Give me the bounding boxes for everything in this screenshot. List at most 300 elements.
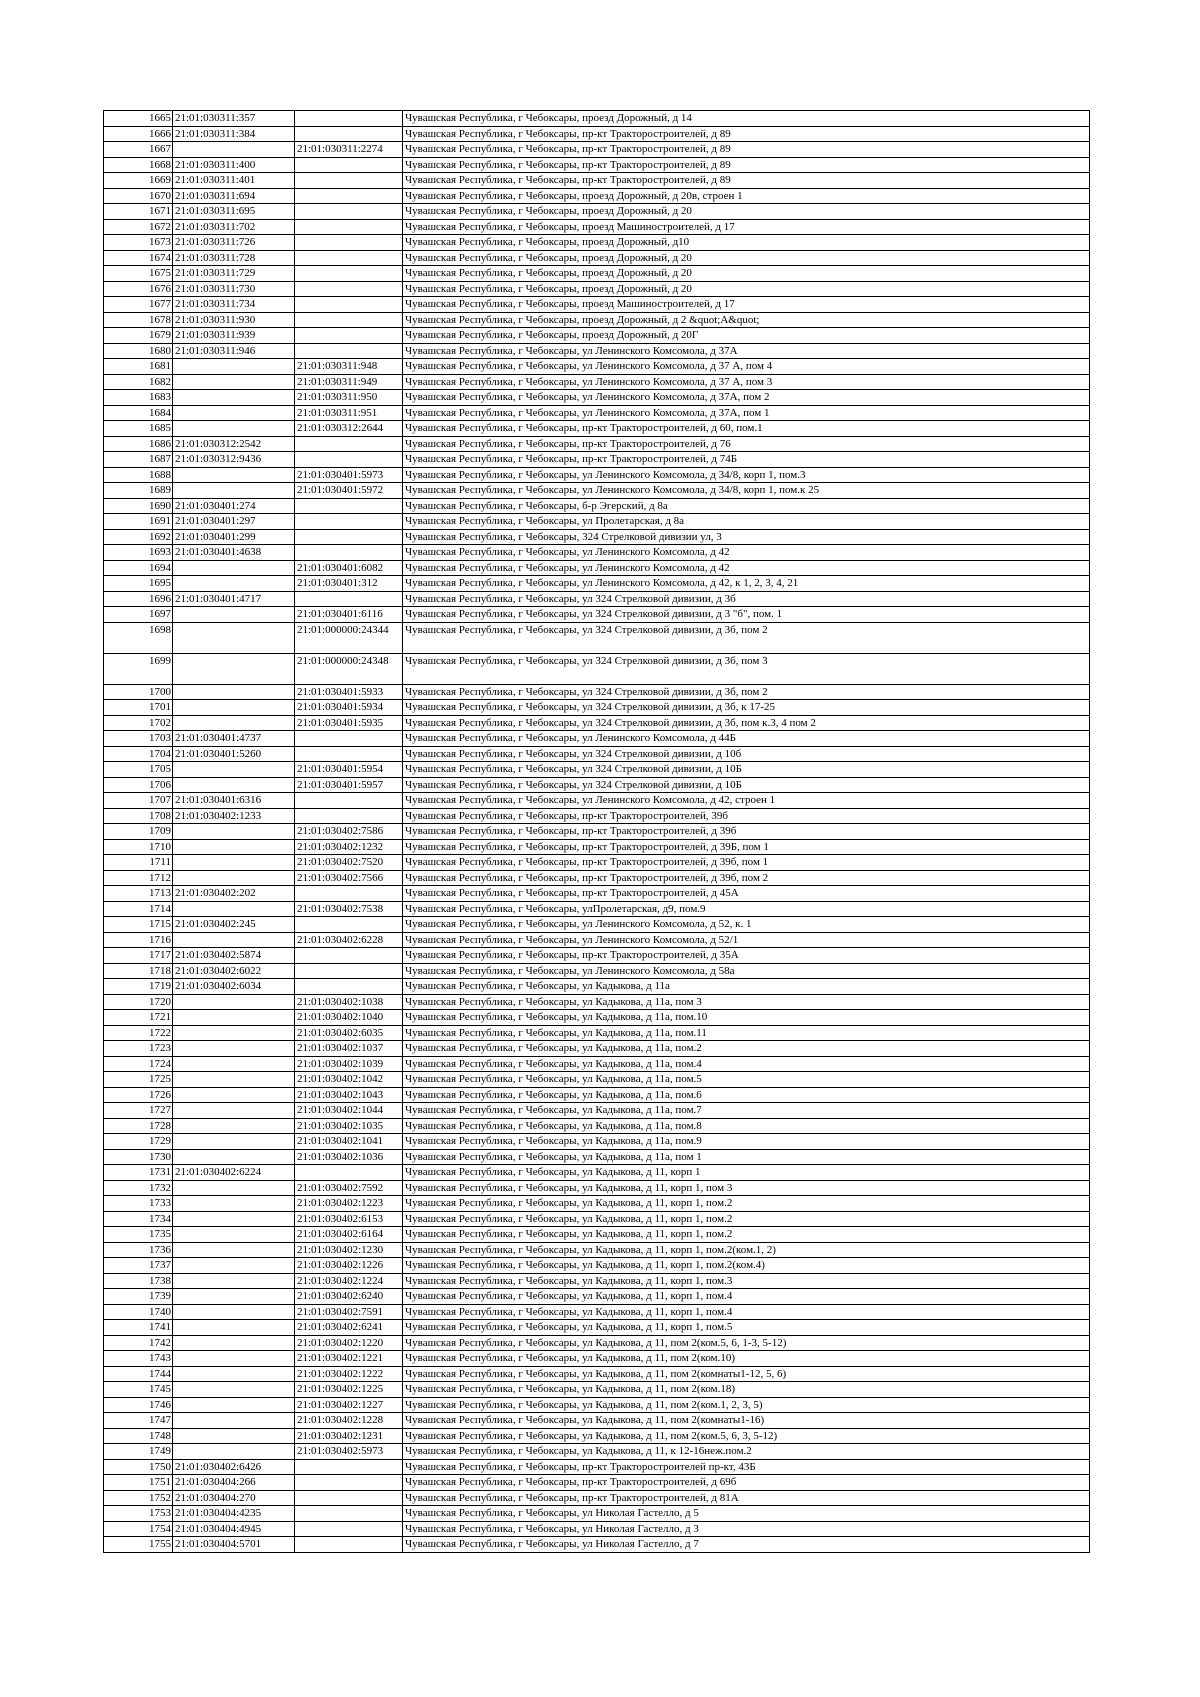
table-row: [104, 1103, 1090, 1119]
address-cell: Чувашская Республика, г Чебоксары, ул 324 Стрелковой дивизии, д 3 "б", пом. 1: [403, 607, 1090, 623]
table-row: [104, 111, 1090, 127]
row-number-cell: 1682: [104, 374, 173, 390]
row-number-cell: 1723: [104, 1041, 173, 1057]
row-number-cell: 1665: [104, 111, 173, 127]
linked-cadastral-number-cell: [295, 731, 403, 747]
address-cell: Чувашская Республика, г Чебоксары, ул Ленинского Комсомола, д 37А, пом 1: [403, 405, 1090, 421]
cadastral-number-cell: 21:01:030402:6426: [173, 1459, 295, 1475]
row-number-cell: 1744: [104, 1366, 173, 1382]
address-cell: Чувашская Республика, г Чебоксары, пр-кт Тракторостроителей, д 81А: [403, 1490, 1090, 1506]
address-cell: Чувашская Республика, г Чебоксары, ул Кадыкова, д 11а, пом.7: [403, 1103, 1090, 1119]
cadastral-number-cell: [173, 1056, 295, 1072]
table-row: [104, 126, 1090, 142]
row-number-cell: 1730: [104, 1149, 173, 1165]
linked-cadastral-number-cell: [295, 948, 403, 964]
cadastral-number-cell: [173, 1072, 295, 1088]
row-number-cell: 1714: [104, 901, 173, 917]
cadastral-number-cell: 21:01:030311:384: [173, 126, 295, 142]
linked-cadastral-number-cell: [295, 328, 403, 344]
row-number-cell: 1742: [104, 1335, 173, 1351]
cadastral-number-cell: 21:01:030401:297: [173, 514, 295, 530]
table-row: [104, 359, 1090, 375]
cadastral-number-cell: [173, 1273, 295, 1289]
table-row: [104, 343, 1090, 359]
address-cell: Чувашская Республика, г Чебоксары, пр-кт Тракторостроителей, д 89: [403, 157, 1090, 173]
address-cell: Чувашская Республика, г Чебоксары, ул Кадыкова, д 11а: [403, 979, 1090, 995]
row-number-cell: 1702: [104, 715, 173, 731]
address-cell: Чувашская Республика, г Чебоксары, пр-кт Тракторостроителей, д 76: [403, 436, 1090, 452]
linked-cadastral-number-cell: 21:01:030401:6082: [295, 560, 403, 576]
row-number-cell: 1691: [104, 514, 173, 530]
cadastral-number-cell: 21:01:030312:9436: [173, 452, 295, 468]
table-row: [104, 1025, 1090, 1041]
cadastral-number-cell: [173, 421, 295, 437]
cadastral-number-cell: [173, 483, 295, 499]
linked-cadastral-number-cell: 21:01:030312:2644: [295, 421, 403, 437]
cadastral-number-cell: [173, 1025, 295, 1041]
linked-cadastral-number-cell: [295, 808, 403, 824]
cadastral-number-cell: [173, 1289, 295, 1305]
address-cell: Чувашская Республика, г Чебоксары, проезд Дорожный, д10: [403, 235, 1090, 251]
cadastral-number-cell: [173, 1211, 295, 1227]
linked-cadastral-number-cell: 21:01:030402:1035: [295, 1118, 403, 1134]
table-row: [104, 1056, 1090, 1072]
table-row: [104, 963, 1090, 979]
linked-cadastral-number-cell: 21:01:030402:1038: [295, 994, 403, 1010]
linked-cadastral-number-cell: [295, 126, 403, 142]
row-number-cell: 1748: [104, 1428, 173, 1444]
cadastral-number-cell: [173, 839, 295, 855]
cadastral-number-cell: [173, 1196, 295, 1212]
row-number-cell: 1731: [104, 1165, 173, 1181]
cadastral-number-cell: [173, 1227, 295, 1243]
address-cell: Чувашская Республика, г Чебоксары, ул Кадыкова, д 11, корп 1, пом.4: [403, 1289, 1090, 1305]
row-number-cell: 1712: [104, 870, 173, 886]
row-number-cell: 1686: [104, 436, 173, 452]
row-number-cell: 1709: [104, 824, 173, 840]
row-number-cell: 1720: [104, 994, 173, 1010]
cadastral-number-cell: 21:01:030401:4717: [173, 591, 295, 607]
row-number-cell: 1699: [104, 653, 173, 684]
table-row: [104, 1118, 1090, 1134]
address-cell: Чувашская Республика, г Чебоксары, ул Кадыкова, д 11а, пом.8: [403, 1118, 1090, 1134]
row-number-cell: 1667: [104, 142, 173, 158]
cadastral-number-cell: [173, 1149, 295, 1165]
table-row: [104, 452, 1090, 468]
address-cell: Чувашская Республика, г Чебоксары, пр-кт Тракторостроителей, д 39б, пом 1: [403, 855, 1090, 871]
address-cell: Чувашская Республика, г Чебоксары, проезд Дорожный, д 20: [403, 204, 1090, 220]
table-row: [104, 1459, 1090, 1475]
address-cell: Чувашская Республика, г Чебоксары, ул Кадыкова, д 11, пом 2(комнаты1-16): [403, 1413, 1090, 1429]
cadastral-number-cell: [173, 1118, 295, 1134]
address-cell: Чувашская Республика, г Чебоксары, ул Кадыкова, д 11, пом 2(ком.5, 6, 3, 5-12): [403, 1428, 1090, 1444]
row-number-cell: 1678: [104, 312, 173, 328]
cadastral-number-cell: [173, 901, 295, 917]
address-cell: Чувашская Республика, г Чебоксары, пр-кт Тракторостроителей, д 39б, пом 2: [403, 870, 1090, 886]
table-row: [104, 1366, 1090, 1382]
cadastral-number-cell: [173, 824, 295, 840]
cadastral-number-cell: [173, 1397, 295, 1413]
address-cell: Чувашская Республика, г Чебоксары, пр-кт Тракторостроителей, д 35А: [403, 948, 1090, 964]
cadastral-number-cell: 21:01:030402:202: [173, 886, 295, 902]
table-row: [104, 1072, 1090, 1088]
linked-cadastral-number-cell: 21:01:030402:7520: [295, 855, 403, 871]
table-row: [104, 1444, 1090, 1460]
table-row: [104, 560, 1090, 576]
linked-cadastral-number-cell: 21:01:030402:1224: [295, 1273, 403, 1289]
linked-cadastral-number-cell: [295, 1506, 403, 1522]
linked-cadastral-number-cell: [295, 746, 403, 762]
cadastral-number-cell: [173, 932, 295, 948]
cadastral-number-cell: [173, 715, 295, 731]
linked-cadastral-number-cell: [295, 452, 403, 468]
cadastral-number-cell: [173, 700, 295, 716]
row-number-cell: 1687: [104, 452, 173, 468]
row-number-cell: 1753: [104, 1506, 173, 1522]
cadastral-number-cell: 21:01:030402:1233: [173, 808, 295, 824]
table-row: [104, 1258, 1090, 1274]
linked-cadastral-number-cell: 21:01:030402:1227: [295, 1397, 403, 1413]
address-cell: Чувашская Республика, г Чебоксары, проезд Машиностроителей, д 17: [403, 219, 1090, 235]
linked-cadastral-number-cell: 21:01:030402:6164: [295, 1227, 403, 1243]
linked-cadastral-number-cell: [295, 157, 403, 173]
linked-cadastral-number-cell: 21:01:030402:1230: [295, 1242, 403, 1258]
row-number-cell: 1676: [104, 281, 173, 297]
linked-cadastral-number-cell: 21:01:030311:949: [295, 374, 403, 390]
cadastral-number-cell: 21:01:030311:728: [173, 250, 295, 266]
table-row: [104, 746, 1090, 762]
table-row: [104, 312, 1090, 328]
table-row: [104, 1428, 1090, 1444]
linked-cadastral-number-cell: [295, 1475, 403, 1491]
table-row: [104, 901, 1090, 917]
table-row: [104, 436, 1090, 452]
table-row: [104, 1490, 1090, 1506]
table-row: [104, 266, 1090, 282]
table-row: [104, 421, 1090, 437]
cadastral-number-cell: [173, 1351, 295, 1367]
address-cell: Чувашская Республика, г Чебоксары, ул 324 Стрелковой дивизии, д 10Б: [403, 777, 1090, 793]
address-cell: Чувашская Республика, г Чебоксары, пр-кт Тракторостроителей, д 39б: [403, 824, 1090, 840]
address-cell: Чувашская Республика, г Чебоксары, ул Ленинского Комсомола, д 42, к 1, 2, 3, 4, 21: [403, 576, 1090, 592]
cadastral-number-cell: 21:01:030311:946: [173, 343, 295, 359]
table-row: [104, 591, 1090, 607]
table-row: [104, 281, 1090, 297]
cadastral-number-cell: 21:01:030404:266: [173, 1475, 295, 1491]
linked-cadastral-number-cell: [295, 793, 403, 809]
cadastral-number-cell: 21:01:030401:6316: [173, 793, 295, 809]
cadastral-number-cell: 21:01:030402:6224: [173, 1165, 295, 1181]
address-cell: Чувашская Республика, г Чебоксары, проезд Дорожный, д 20в, строен 1: [403, 188, 1090, 204]
table-row: [104, 297, 1090, 313]
address-cell: Чувашская Республика, г Чебоксары, 324 Стрелковой дивизии ул, 3: [403, 529, 1090, 545]
linked-cadastral-number-cell: [295, 498, 403, 514]
linked-cadastral-number-cell: 21:01:030311:2274: [295, 142, 403, 158]
row-number-cell: 1737: [104, 1258, 173, 1274]
address-cell: Чувашская Республика, г Чебоксары, ул Ленинского Комсомола, д 58а: [403, 963, 1090, 979]
address-cell: Чувашская Республика, г Чебоксары, ул 324 Стрелковой дивизии, д 10б: [403, 746, 1090, 762]
address-cell: Чувашская Республика, г Чебоксары, ул Кадыкова, д 11а, пом.6: [403, 1087, 1090, 1103]
address-cell: Чувашская Республика, г Чебоксары, ул Кадыкова, д 11, пом 2(ком.18): [403, 1382, 1090, 1398]
cadastral-number-cell: 21:01:030401:5260: [173, 746, 295, 762]
address-cell: Чувашская Республика, г Чебоксары, ул Ленинского Комсомола, д 42, строен 1: [403, 793, 1090, 809]
address-cell: Чувашская Республика, г Чебоксары, ул Кадыкова, д 11а, пом.10: [403, 1010, 1090, 1026]
address-cell: Чувашская Республика, г Чебоксары, ул Кадыкова, д 11а, пом.4: [403, 1056, 1090, 1072]
cadastral-number-cell: [173, 467, 295, 483]
row-number-cell: 1680: [104, 343, 173, 359]
cadastral-number-cell: 21:01:030402:6034: [173, 979, 295, 995]
address-cell: Чувашская Республика, г Чебоксары, ул Николая Гастелло, д 3: [403, 1521, 1090, 1537]
linked-cadastral-number-cell: [295, 436, 403, 452]
address-cell: Чувашская Республика, г Чебоксары, ул Кадыкова, д 11, пом 2(ком.10): [403, 1351, 1090, 1367]
table-row: [104, 514, 1090, 530]
linked-cadastral-number-cell: 21:01:030402:1040: [295, 1010, 403, 1026]
linked-cadastral-number-cell: 21:01:030402:7586: [295, 824, 403, 840]
cadastral-number-cell: [173, 1242, 295, 1258]
row-number-cell: 1746: [104, 1397, 173, 1413]
row-number-cell: 1750: [104, 1459, 173, 1475]
row-number-cell: 1716: [104, 932, 173, 948]
address-cell: Чувашская Республика, г Чебоксары, ул Кадыкова, д 11а, пом 1: [403, 1149, 1090, 1165]
linked-cadastral-number-cell: 21:01:030402:6240: [295, 1289, 403, 1305]
row-number-cell: 1751: [104, 1475, 173, 1491]
cadastral-number-cell: 21:01:030402:6022: [173, 963, 295, 979]
table-row: [104, 653, 1090, 684]
cadastral-number-cell: [173, 1366, 295, 1382]
table-row: [104, 173, 1090, 189]
row-number-cell: 1722: [104, 1025, 173, 1041]
table-row: [104, 715, 1090, 731]
linked-cadastral-number-cell: [295, 917, 403, 933]
cadastral-number-cell: 21:01:030311:729: [173, 266, 295, 282]
linked-cadastral-number-cell: [295, 235, 403, 251]
address-cell: Чувашская Республика, г Чебоксары, проезд Дорожный, д 20: [403, 250, 1090, 266]
address-cell: Чувашская Республика, г Чебоксары, ул Ленинского Комсомола, д 34/8, корп 1, пом.3: [403, 467, 1090, 483]
row-number-cell: 1718: [104, 963, 173, 979]
address-cell: Чувашская Республика, г Чебоксары, ул Николая Гастелло, д 5: [403, 1506, 1090, 1522]
table-row: [104, 576, 1090, 592]
table-row: [104, 1196, 1090, 1212]
row-number-cell: 1741: [104, 1320, 173, 1336]
linked-cadastral-number-cell: [295, 1521, 403, 1537]
linked-cadastral-number-cell: [295, 204, 403, 220]
row-number-cell: 1705: [104, 762, 173, 778]
table-row: [104, 328, 1090, 344]
table-row: [104, 1165, 1090, 1181]
linked-cadastral-number-cell: 21:01:030402:1225: [295, 1382, 403, 1398]
table-row: [104, 1180, 1090, 1196]
row-number-cell: 1727: [104, 1103, 173, 1119]
row-number-cell: 1706: [104, 777, 173, 793]
table-row: [104, 1289, 1090, 1305]
row-number-cell: 1679: [104, 328, 173, 344]
address-cell: Чувашская Республика, г Чебоксары, ул Ленинского Комсомола, д 44Б: [403, 731, 1090, 747]
address-cell: Чувашская Республика, г Чебоксары, ул Кадыкова, д 11а, пом.2: [403, 1041, 1090, 1057]
address-cell: Чувашская Республика, г Чебоксары, пр-кт Тракторостроителей, д 45А: [403, 886, 1090, 902]
cadastral-number-cell: [173, 855, 295, 871]
row-number-cell: 1754: [104, 1521, 173, 1537]
table-row: [104, 498, 1090, 514]
address-cell: Чувашская Республика, г Чебоксары, ул Ленинского Комсомола, д 52, к. 1: [403, 917, 1090, 933]
row-number-cell: 1749: [104, 1444, 173, 1460]
table-row: [104, 390, 1090, 406]
linked-cadastral-number-cell: 21:01:030402:1231: [295, 1428, 403, 1444]
cadastral-number-cell: [173, 653, 295, 684]
table-row: [104, 1134, 1090, 1150]
cadastral-number-cell: 21:01:030312:2542: [173, 436, 295, 452]
cadastral-number-cell: 21:01:030311:694: [173, 188, 295, 204]
linked-cadastral-number-cell: 21:01:030402:1042: [295, 1072, 403, 1088]
address-cell: Чувашская Республика, г Чебоксары, проезд Дорожный, д 20Г: [403, 328, 1090, 344]
address-cell: Чувашская Республика, г Чебоксары, ул Кадыкова, д 11, пом 2(комнаты1-12, 5, 6): [403, 1366, 1090, 1382]
address-cell: Чувашская Республика, г Чебоксары, пр-кт Тракторостроителей, д 69б: [403, 1475, 1090, 1491]
table-row: [104, 1397, 1090, 1413]
row-number-cell: 1735: [104, 1227, 173, 1243]
row-number-cell: 1707: [104, 793, 173, 809]
table-row: [104, 1475, 1090, 1491]
row-number-cell: 1740: [104, 1304, 173, 1320]
cadastral-number-cell: 21:01:030311:357: [173, 111, 295, 127]
row-number-cell: 1692: [104, 529, 173, 545]
table-row: [104, 1382, 1090, 1398]
row-number-cell: 1729: [104, 1134, 173, 1150]
cadastral-number-cell: [173, 1335, 295, 1351]
cadastral-number-cell: 21:01:030404:4235: [173, 1506, 295, 1522]
table-row: [104, 839, 1090, 855]
linked-cadastral-number-cell: 21:01:030401:5935: [295, 715, 403, 731]
linked-cadastral-number-cell: [295, 591, 403, 607]
linked-cadastral-number-cell: 21:01:030402:7566: [295, 870, 403, 886]
cadastral-number-cell: [173, 1087, 295, 1103]
table-row: [104, 235, 1090, 251]
table-row: [104, 1351, 1090, 1367]
cadastral-number-cell: 21:01:030311:730: [173, 281, 295, 297]
linked-cadastral-number-cell: 21:01:030402:1222: [295, 1366, 403, 1382]
table-row: [104, 157, 1090, 173]
linked-cadastral-number-cell: [295, 111, 403, 127]
cadastral-number-cell: [173, 560, 295, 576]
row-number-cell: 1711: [104, 855, 173, 871]
row-number-cell: 1677: [104, 297, 173, 313]
address-cell: Чувашская Республика, г Чебоксары, ул Ленинского Комсомола, д 42: [403, 545, 1090, 561]
row-number-cell: 1698: [104, 622, 173, 653]
linked-cadastral-number-cell: 21:01:030402:1223: [295, 1196, 403, 1212]
row-number-cell: 1701: [104, 700, 173, 716]
linked-cadastral-number-cell: [295, 250, 403, 266]
linked-cadastral-number-cell: [295, 281, 403, 297]
address-cell: Чувашская Республика, г Чебоксары, ул Кадыкова, д 11, корп 1, пом.2(ком.4): [403, 1258, 1090, 1274]
cadastral-number-cell: 21:01:030311:401: [173, 173, 295, 189]
cadastral-number-cell: [173, 1413, 295, 1429]
row-number-cell: 1732: [104, 1180, 173, 1196]
table-row: [104, 808, 1090, 824]
address-cell: Чувашская Республика, г Чебоксары, ул Кадыкова, д 11а, пом.9: [403, 1134, 1090, 1150]
row-number-cell: 1671: [104, 204, 173, 220]
table-row: [104, 979, 1090, 995]
address-cell: Чувашская Республика, г Чебоксары, ул Ленинского Комсомола, д 52/1: [403, 932, 1090, 948]
cadastral-number-cell: [173, 576, 295, 592]
table-row: [104, 1087, 1090, 1103]
linked-cadastral-number-cell: [295, 297, 403, 313]
linked-cadastral-number-cell: 21:01:030402:7591: [295, 1304, 403, 1320]
address-cell: Чувашская Республика, г Чебоксары, пр-кт Тракторостроителей, 39б: [403, 808, 1090, 824]
row-number-cell: 1713: [104, 886, 173, 902]
row-number-cell: 1689: [104, 483, 173, 499]
address-cell: Чувашская Республика, г Чебоксары, ул Пролетарская, д 8а: [403, 514, 1090, 530]
table-row: [104, 545, 1090, 561]
table-row: [104, 700, 1090, 716]
address-cell: Чувашская Республика, г Чебоксары, ул Кадыкова, д 11, пом 2(ком.1, 2, 3, 5): [403, 1397, 1090, 1413]
cadastral-number-cell: 21:01:030401:4638: [173, 545, 295, 561]
linked-cadastral-number-cell: 21:01:030402:5973: [295, 1444, 403, 1460]
row-number-cell: 1738: [104, 1273, 173, 1289]
linked-cadastral-number-cell: 21:01:030401:5933: [295, 684, 403, 700]
linked-cadastral-number-cell: 21:01:030402:1221: [295, 1351, 403, 1367]
address-cell: Чувашская Республика, г Чебоксары, ул Кадыкова, д 11а, пом 3: [403, 994, 1090, 1010]
address-cell: Чувашская Республика, г Чебоксары, пр-кт Тракторостроителей пр-кт, 43Б: [403, 1459, 1090, 1475]
table-row: [104, 1149, 1090, 1165]
row-number-cell: 1688: [104, 467, 173, 483]
linked-cadastral-number-cell: 21:01:030402:1220: [295, 1335, 403, 1351]
row-number-cell: 1675: [104, 266, 173, 282]
linked-cadastral-number-cell: 21:01:030402:1226: [295, 1258, 403, 1274]
row-number-cell: 1724: [104, 1056, 173, 1072]
row-number-cell: 1681: [104, 359, 173, 375]
row-number-cell: 1684: [104, 405, 173, 421]
linked-cadastral-number-cell: 21:01:030401:5957: [295, 777, 403, 793]
address-cell: Чувашская Республика, г Чебоксары, проезд Машиностроителей, д 17: [403, 297, 1090, 313]
table-row: [104, 855, 1090, 871]
table-row: [104, 607, 1090, 623]
row-number-cell: 1752: [104, 1490, 173, 1506]
linked-cadastral-number-cell: 21:01:030311:950: [295, 390, 403, 406]
linked-cadastral-number-cell: 21:01:030402:1228: [295, 1413, 403, 1429]
address-cell: Чувашская Республика, г Чебоксары, ул Кадыкова, д 11, корп 1, пом.5: [403, 1320, 1090, 1336]
property-register-table: [103, 110, 1090, 1553]
address-cell: Чувашская Республика, г Чебоксары, ул Ленинского Комсомола, д 37 А, пом 4: [403, 359, 1090, 375]
cadastral-number-cell: [173, 142, 295, 158]
cadastral-number-cell: 21:01:030401:274: [173, 498, 295, 514]
linked-cadastral-number-cell: 21:01:030311:951: [295, 405, 403, 421]
cadastral-number-cell: 21:01:030404:270: [173, 1490, 295, 1506]
linked-cadastral-number-cell: [295, 1459, 403, 1475]
address-cell: Чувашская Республика, г Чебоксары, ул Кадыкова, д 11, корп 1, пом.4: [403, 1304, 1090, 1320]
row-number-cell: 1733: [104, 1196, 173, 1212]
cadastral-number-cell: [173, 1134, 295, 1150]
cadastral-number-cell: 21:01:030401:4737: [173, 731, 295, 747]
address-cell: Чувашская Республика, г Чебоксары, б-р Эгерский, д 8а: [403, 498, 1090, 514]
address-cell: Чувашская Республика, г Чебоксары, проезд Дорожный, д 14: [403, 111, 1090, 127]
table-row: [104, 529, 1090, 545]
address-cell: Чувашская Республика, г Чебоксары, ул Кадыкова, д 11, корп 1, пом 3: [403, 1180, 1090, 1196]
cadastral-number-cell: [173, 870, 295, 886]
address-cell: Чувашская Республика, г Чебоксары, ул Кадыкова, д 11а, пом.5: [403, 1072, 1090, 1088]
linked-cadastral-number-cell: 21:01:030401:5973: [295, 467, 403, 483]
linked-cadastral-number-cell: [295, 343, 403, 359]
address-cell: Чувашская Республика, г Чебоксары, ул 324 Стрелковой дивизии, д 3б, пом 2: [403, 622, 1090, 653]
address-cell: Чувашская Республика, г Чебоксары, ул Кадыкова, д 11, корп 1: [403, 1165, 1090, 1181]
table-row: [104, 1041, 1090, 1057]
address-cell: Чувашская Республика, г Чебоксары, пр-кт Тракторостроителей, д 39Б, пом 1: [403, 839, 1090, 855]
linked-cadastral-number-cell: [295, 1490, 403, 1506]
row-number-cell: 1695: [104, 576, 173, 592]
row-number-cell: 1745: [104, 1382, 173, 1398]
row-number-cell: 1694: [104, 560, 173, 576]
address-cell: Чувашская Республика, г Чебоксары, ул 324 Стрелковой дивизии, д 3б, пом 3: [403, 653, 1090, 684]
row-number-cell: 1721: [104, 1010, 173, 1026]
address-cell: Чувашская Республика, г Чебоксары, ул Ленинского Комсомола, д 37А, пом 2: [403, 390, 1090, 406]
linked-cadastral-number-cell: 21:01:030402:7538: [295, 901, 403, 917]
